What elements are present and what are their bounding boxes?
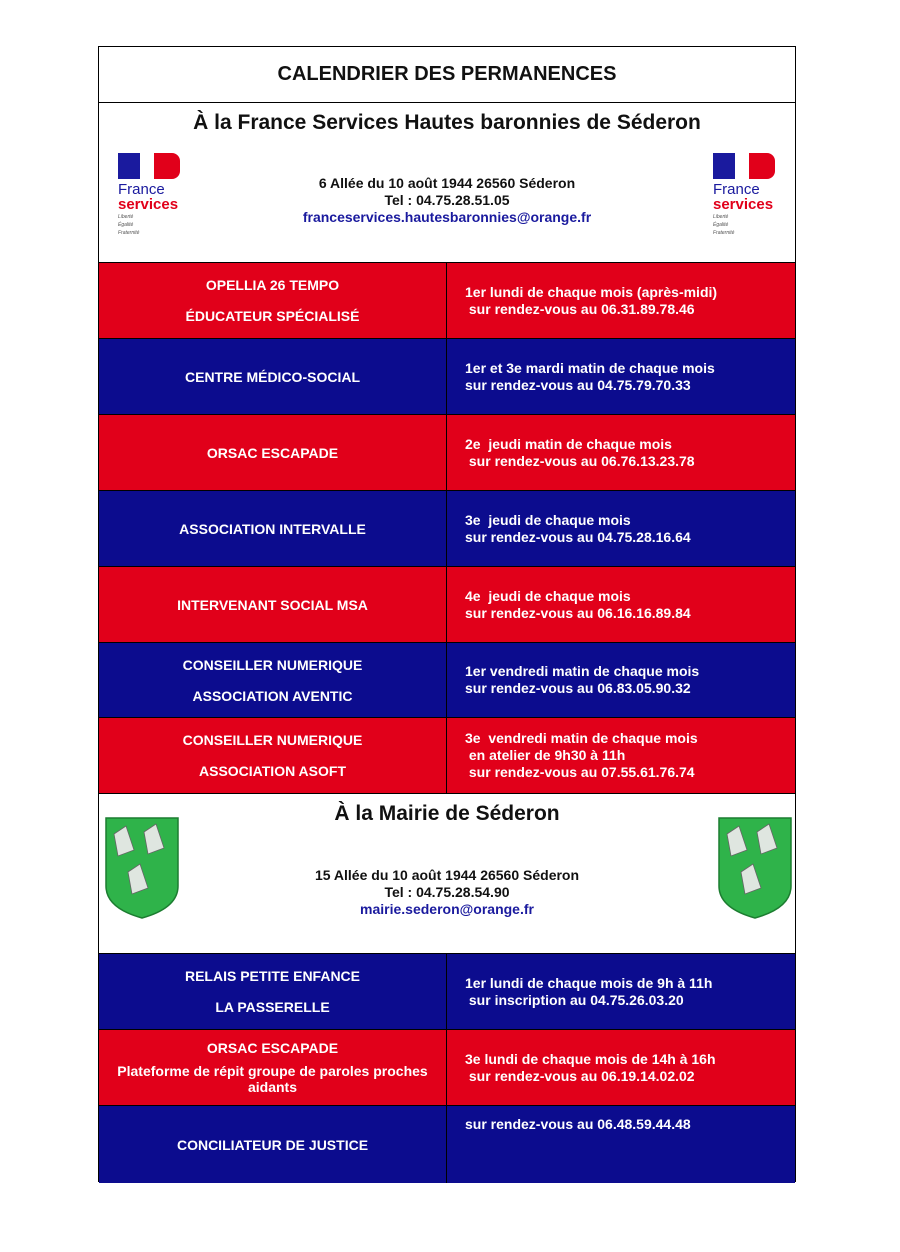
france-services-heading: À la France Services Hautes baronnies de Séderon (193, 111, 701, 134)
schedule-line: sur rendez-vous au 06.76.13.23.78 (465, 452, 695, 469)
schedule-details (447, 339, 795, 414)
schedule-row (99, 414, 795, 490)
schedule-details (447, 1030, 795, 1105)
france-services-logo-right: France services Liberté Égalité Fraternité (713, 153, 779, 239)
telephone: Tel : 04.75.28.54.90 (384, 884, 510, 900)
schedule-row (99, 1029, 795, 1105)
schedule-row (99, 566, 795, 642)
service-name (99, 718, 447, 793)
schedule-line: 4e jeudi de chaque mois (465, 587, 631, 604)
service-name-line: ASSOCIATION ASOFT (199, 763, 346, 780)
schedule-line: sur rendez-vous au 06.16.16.89.84 (465, 604, 691, 621)
schedule-row (99, 1105, 795, 1183)
address: 6 Allée du 10 août 1944 26560 Séderon (318, 175, 576, 191)
service-name-line: CONSEILLER NUMERIQUE (182, 656, 363, 673)
service-name (99, 1106, 447, 1183)
schedule-details (447, 954, 795, 1029)
schedule-details (447, 415, 795, 490)
service-name (99, 491, 447, 566)
schedule-details (447, 1106, 795, 1183)
service-name (99, 1030, 447, 1105)
service-name-line: LA PASSERELLE (215, 999, 330, 1016)
schedule-details (447, 567, 795, 642)
schedule-details (447, 643, 795, 717)
schedule-line: 1er lundi de chaque mois (après-midi) (465, 283, 718, 300)
schedule-line: sur inscription au 04.75.26.03.20 (465, 991, 684, 1008)
service-name-line: CONSEILLER NUMERIQUE (182, 731, 363, 748)
schedule-line: sur rendez-vous au 06.19.14.02.02 (465, 1067, 695, 1084)
service-name (99, 567, 447, 642)
schedule-line: sur rendez-vous au 06.48.59.44.48 (465, 1116, 691, 1132)
service-name-line: RELAIS PETITE ENFANCE (184, 967, 361, 984)
mairie-section (99, 793, 795, 954)
france-services-logo-left: France services Liberté Égalité Fraternité (118, 153, 184, 239)
service-name-line: ASSOCIATION INTERVALLE (179, 520, 366, 537)
schedule-line: 3e vendredi matin de chaque mois (465, 730, 698, 746)
telephone: Tel : 04.75.28.51.05 (384, 192, 510, 208)
mairie-contact (99, 867, 795, 918)
service-name (99, 415, 447, 490)
schedule-row (99, 338, 795, 414)
schedule-details (447, 491, 795, 566)
schedule-row (99, 490, 795, 566)
schedule-line: sur rendez-vous au 06.31.89.78.46 (465, 300, 695, 317)
schedule-line: sur rendez-vous au 06.83.05.90.32 (465, 680, 691, 696)
schedule-details (447, 718, 795, 793)
service-name (99, 643, 447, 717)
schedule-line: en atelier de 9h30 à 11h (465, 747, 626, 763)
schedule-line: 2e jeudi matin de chaque mois (465, 435, 672, 452)
france-services-contact (99, 175, 795, 226)
service-name-line: ORSAC ESCAPADE (206, 1039, 339, 1056)
service-name-line: INTERVENANT SOCIAL MSA (177, 596, 368, 613)
schedule-details (447, 263, 795, 338)
service-name-line: CENTRE MÉDICO-SOCIAL (185, 368, 360, 385)
schedule-row (99, 642, 795, 717)
address: 15 Allée du 10 août 1944 26560 Séderon (314, 867, 580, 883)
service-name (99, 339, 447, 414)
schedule-line: 3e jeudi de chaque mois (465, 511, 631, 528)
email-link[interactable]: franceservices.hautesbaronnies@orange.fr (302, 209, 592, 225)
service-name-line: OPELLIA 26 TEMPO (205, 276, 340, 293)
calendar-sheet (98, 46, 796, 1182)
service-name-line: ORSAC ESCAPADE (206, 444, 339, 461)
service-name (99, 954, 447, 1029)
schedule-line: 1er lundi de chaque mois de 9h à 11h (465, 974, 713, 991)
schedule-line: sur rendez-vous au 07.55.61.76.74 (465, 764, 695, 780)
service-name-line: Plateforme de répit groupe de paroles proches aidants (117, 1063, 428, 1096)
schedule-line: sur rendez-vous au 04.75.79.70.33 (465, 376, 691, 393)
email-link[interactable]: mairie.sederon@orange.fr (360, 901, 534, 917)
france-services-section (99, 103, 795, 262)
schedule-line: sur rendez-vous au 04.75.28.16.64 (465, 528, 691, 545)
schedule-line: 1er et 3e mardi matin de chaque mois (465, 359, 715, 376)
schedule-line: 1er vendredi matin de chaque mois (465, 663, 700, 679)
service-name-line: ÉDUCATEUR SPÉCIALISÉ (185, 308, 360, 325)
mairie-heading: À la Mairie de Séderon (334, 802, 560, 825)
service-name-line: ASSOCIATION AVENTIC (192, 687, 353, 704)
page-title: CALENDRIER DES PERMANENCES (99, 47, 795, 103)
schedule-line: 3e lundi de chaque mois de 14h à 16h (465, 1050, 716, 1067)
service-name-line: CONCILIATEUR DE JUSTICE (176, 1136, 369, 1153)
schedule-row (99, 953, 795, 1029)
schedule-row (99, 717, 795, 793)
schedule-row (99, 262, 795, 338)
service-name (99, 263, 447, 338)
